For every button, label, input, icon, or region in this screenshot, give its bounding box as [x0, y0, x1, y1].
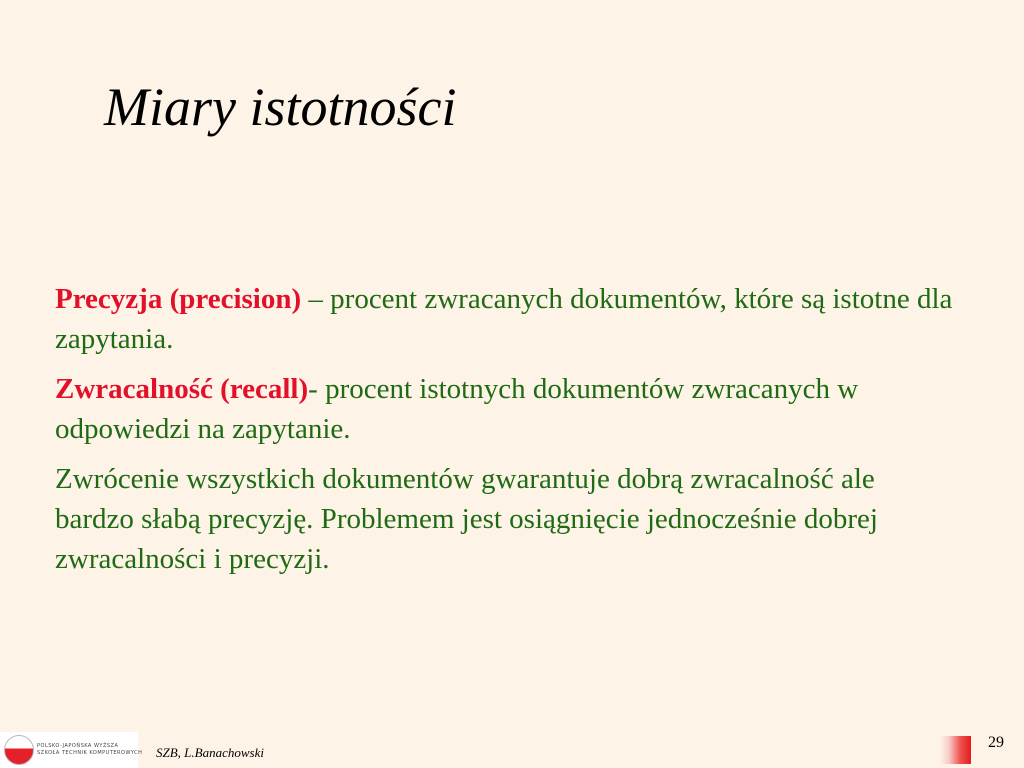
slide-title: Miary istotności	[104, 77, 457, 137]
paragraph-conclusion	[55, 459, 955, 579]
term-precision: Precyzja (precision)	[55, 283, 302, 315]
corner-gradient-decoration	[940, 736, 971, 764]
paragraph-precision	[55, 279, 955, 359]
term-recall: Zwracalność (recall)	[55, 373, 309, 405]
logo-line-2: SZKOŁA TECHNIK KOMPUTEROWYCH	[37, 750, 143, 756]
definition-recall: - procent istotnych dokumentów zwracanych w odpowiedzi na zapytanie.	[55, 373, 859, 445]
logo-line-1: POLSKO-JAPOŃSKA WYŻSZA	[37, 743, 119, 749]
conclusion-text: Zwrócenie wszystkich dokumentów gwarantuje dobrą zwracalność ale bardzo słabą precyzję. Problemem jest osiągnięcie jednocześnie dobrej zwracalności i precyzji.	[55, 463, 878, 575]
logo-emblem-icon	[4, 735, 34, 765]
definition-precision: – procent zwracanych dokumentów, które są istotne dla zapytania.	[55, 283, 953, 355]
school-logo	[0, 732, 143, 768]
logo-text	[37, 743, 142, 757]
slide-body	[55, 279, 955, 589]
footer-author: SZB, L.Banachowski	[156, 745, 264, 760]
page-number: 29	[988, 734, 1004, 751]
paragraph-recall	[55, 369, 955, 449]
